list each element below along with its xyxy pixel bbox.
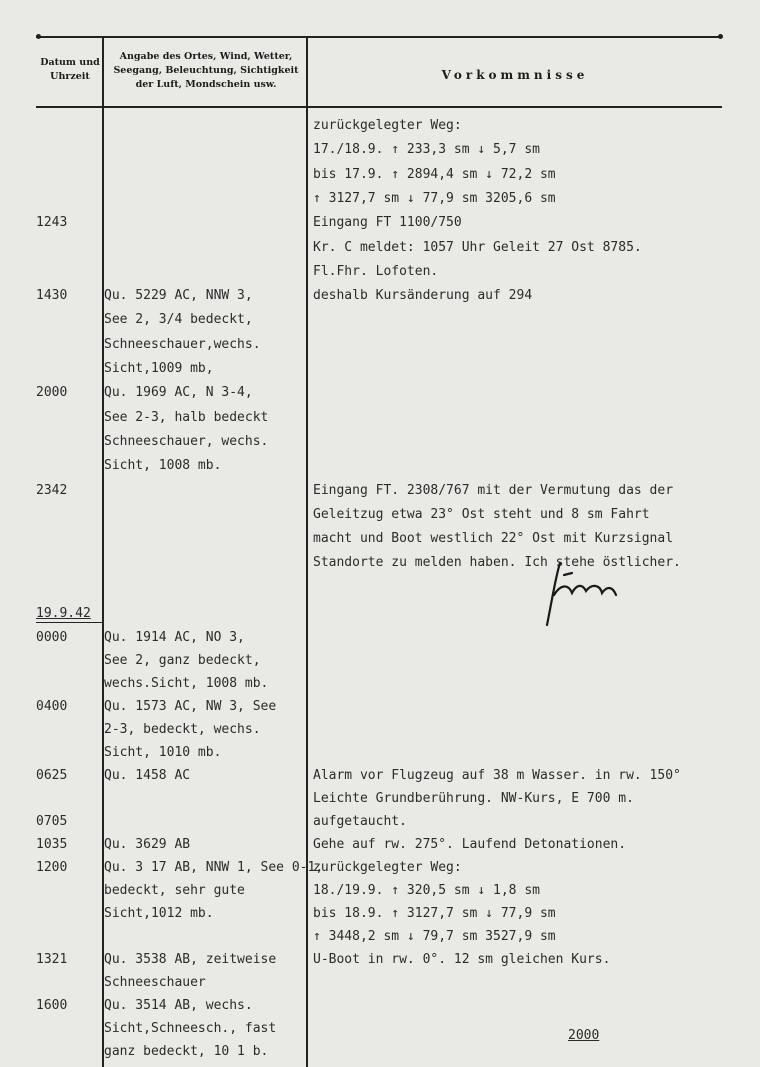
entry-location: Qu. 3514 AB, wechs. (104, 998, 253, 1013)
entry-time: 1430 (36, 288, 68, 304)
entry-location: See 2, ganz bedeckt, (104, 653, 261, 668)
entry-time: 1035 (36, 837, 68, 852)
page-number: 2000 (568, 1028, 600, 1043)
top-rule-dot-left (36, 34, 41, 39)
entry-event: Fl.Fhr. Lofoten. (313, 263, 439, 279)
entry-event: ↑ 3127,7 sm ↓ 77,9 sm 3205,6 sm (313, 190, 556, 206)
column-divider-2 (306, 38, 308, 1067)
header-divider (36, 106, 722, 108)
entry-event: Kr. C meldet: 1057 Uhr Geleit 27 Ost 8785. (313, 239, 642, 255)
entry-time: 1600 (36, 998, 68, 1013)
entry-event: 17./18.9. ↑ 233,3 sm ↓ 5,7 sm (313, 142, 540, 158)
entry-location: wechs.Sicht, 1008 mb. (104, 676, 269, 691)
entry-location: Schneeschauer, wechs. (104, 433, 269, 449)
entry-location: Qu. 3 17 AB, NNW 1, See 0-1, (104, 860, 324, 875)
entry-location: Qu. 1914 AC, NO 3, (104, 630, 245, 645)
entry-location: Schneeschauer (104, 975, 206, 990)
date-marker: 19.9.42 (36, 606, 91, 621)
entry-event: ↑ 3448,2 sm ↓ 79,7 sm 3527,9 sm (313, 929, 556, 944)
date-underline (36, 622, 102, 623)
header-date-time: Datum und Uhrzeit (40, 57, 100, 82)
entry-event: Geleitzug etwa 23° Ost steht und 8 sm Fahrt (313, 506, 650, 522)
top-rule-dot-right (718, 34, 723, 39)
entry-location: Qu. 1573 AC, NW 3, See (104, 699, 277, 714)
entry-location: Sicht,1012 mb. (104, 906, 214, 921)
entry-location: Qu. 1969 AC, N 3-4, (104, 385, 253, 401)
entry-time: 1243 (36, 215, 68, 231)
entry-event: deshalb Kursänderung auf 294 (313, 288, 533, 304)
entry-event: zurückgelegter Weg: (313, 860, 462, 875)
entry-time: 2000 (36, 385, 68, 401)
entry-event: macht und Boot westlich 22° Ost mit Kurzsignal (313, 531, 674, 547)
entry-time: 1200 (36, 860, 68, 875)
entry-event: bis 17.9. ↑ 2894,4 sm ↓ 72,2 sm (313, 166, 556, 182)
entry-event: bis 18.9. ↑ 3127,7 sm ↓ 77,9 sm (313, 906, 556, 921)
entry-location: Qu. 1458 AC (104, 768, 191, 783)
entry-event: zurückgelegter Weg: (313, 118, 462, 133)
entry-event: 18./19.9. ↑ 320,5 sm ↓ 1,8 sm (313, 883, 540, 898)
entry-location: 2-3, bedeckt, wechs. (104, 722, 261, 737)
entry-event: Eingang FT. 2308/767 mit der Vermutung das der (313, 482, 674, 498)
top-rule (36, 36, 722, 38)
entry-location: See 2-3, halb bedeckt (104, 409, 269, 425)
entry-location: Qu. 3629 AB (104, 837, 191, 852)
entry-time: 0625 (36, 768, 68, 783)
entry-event: Eingang FT 1100/750 (313, 215, 462, 231)
entry-time: 1321 (36, 952, 68, 967)
header-events: Vorkommnisse (441, 68, 589, 82)
entry-event: Gehe auf rw. 275°. Laufend Detonationen. (313, 837, 627, 852)
header-location-weather: Angabe des Ortes, Wind, Wetter, Seegang, Beleuchtung, Sichtigkeit der Luft, Mondschein usw. (113, 51, 299, 90)
entry-event: Alarm vor Flugzeug auf 38 m Wasser. in rw. 150° (313, 768, 681, 783)
entry-time: 2342 (36, 482, 68, 498)
entry-location: Qu. 3538 AB, zeitweise (104, 952, 277, 967)
entry-time: 0400 (36, 699, 68, 714)
entry-time: 0000 (36, 630, 68, 645)
entry-location: Schneeschauer,wechs. (104, 336, 261, 352)
entry-location: See 2, 3/4 bedeckt, (104, 312, 253, 328)
signature-image (542, 555, 632, 630)
entry-location: Sicht, 1010 mb. (104, 745, 222, 760)
entry-event: Standorte zu melden haben. Ich stehe östlicher. (313, 555, 681, 571)
entry-location: ganz bedeckt, 10 1 b. (104, 1044, 269, 1059)
entry-location: Sicht, 1008 mb. (104, 458, 222, 474)
entry-location: Sicht,Schneesch., fast (104, 1021, 277, 1036)
entry-location: Sicht,1009 mb, (104, 361, 214, 376)
entry-time: 0705 (36, 814, 68, 829)
entry-event: U-Boot in rw. 0°. 12 sm gleichen Kurs. (313, 952, 611, 967)
entry-event: aufgetaucht. (313, 814, 407, 829)
entry-location: bedeckt, sehr gute (104, 883, 245, 898)
entry-location: Qu. 5229 AC, NNW 3, (104, 288, 253, 304)
entry-event: Leichte Grundberührung. NW-Kurs, E 700 m. (313, 791, 634, 806)
